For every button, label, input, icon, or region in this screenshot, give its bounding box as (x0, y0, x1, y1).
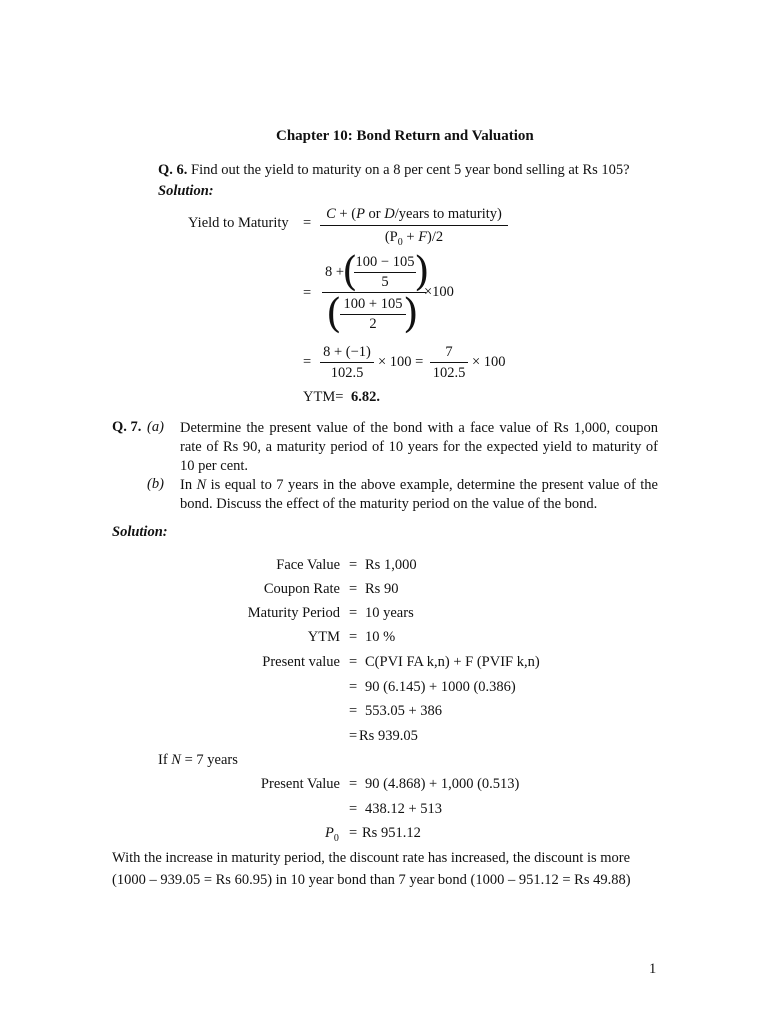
fraction-bar (320, 362, 374, 363)
ytm-result-label: YTM= (303, 389, 344, 405)
page-number: 1 (649, 961, 657, 977)
step3-numerator-2: 7 (445, 344, 453, 360)
row-label-coupon-rate: Coupon Rate (263, 581, 340, 597)
page-title: Chapter 10: Bond Return and Valuation (276, 128, 534, 144)
q7-part-b-label: (b) (147, 476, 164, 492)
row-eq: = (349, 801, 358, 817)
q7-label: Q. 7. (112, 419, 142, 435)
step3-denominator-1: 102.5 (330, 365, 364, 381)
step3-fraction-2 (430, 344, 468, 382)
fraction-bar (354, 272, 416, 273)
right-paren: ) (414, 249, 430, 295)
step2-eq: = (303, 285, 312, 301)
ytm-formula-denominator: $(P_0 + F)/2$ (384, 229, 444, 248)
step3-end: × 100 (472, 354, 506, 370)
step2-inner-fraction (354, 254, 416, 291)
fraction-bar (430, 362, 468, 363)
fraction-bar (340, 314, 406, 315)
q6-text: Find out the yield to maturity on a 8 per cent 5 year bond selling at Rs 105? (191, 162, 630, 178)
row-label-present-value: Present value (262, 654, 340, 670)
row-value-coupon-rate: Rs 90 (365, 581, 399, 597)
step3-numerator-1: 8 + (−1) (323, 344, 371, 360)
step2-denominator-fraction (340, 296, 406, 333)
ytm-result-value: 6.82. (351, 389, 381, 405)
q7-part-a-label: (a) (147, 419, 164, 435)
fraction-bar (320, 225, 508, 226)
ytm-eq: = (303, 215, 312, 231)
row-eq: = (349, 654, 358, 670)
row-value-step: 90 (6.145) + 1000 (0.386) (365, 679, 516, 695)
row-value-present-value: C(PVI FA k,n) + F (PVIF k,n) (365, 654, 540, 670)
row-eq: = (349, 703, 358, 719)
p0-value: Rs 951.12 (362, 825, 421, 841)
p0-label: $P_0$ (325, 825, 339, 844)
step2-times100: ×100 (424, 284, 454, 300)
row-eq: = (349, 679, 358, 695)
ytm-formula-fraction (320, 206, 508, 248)
step2-inner-numerator: 100 − 105 (355, 254, 415, 270)
row-eq: = (349, 557, 358, 573)
q6-solution-label: Solution: (158, 183, 214, 199)
row-value-face-value: Rs 1,000 (365, 557, 417, 573)
ytm-formula-numerator: C + (P or D/years to maturity) (326, 206, 502, 222)
row-label-ytm: YTM (307, 629, 340, 645)
right-paren: ) (403, 291, 419, 337)
step2-inner-denominator: 5 (381, 274, 389, 290)
row-value-step: 438.12 + 513 (365, 801, 443, 817)
left-paren: ( (342, 249, 358, 295)
step2-denominator-denominator: 2 (369, 316, 377, 332)
q7-part-a-text: Determine the present value of the bond with a face value of Rs 1,000, coupon rate of Rs 90, a maturity period of 10 years for the expected yield to maturity of 10 per cent. (180, 420, 658, 474)
row-eq: = (349, 776, 358, 792)
step3-denominator-2: 102.5 (432, 365, 466, 381)
left-paren: ( (326, 291, 342, 337)
ytm-lhs: Yield to Maturity (188, 215, 289, 231)
ytm-result (303, 389, 380, 406)
row-eq: = (349, 581, 358, 597)
conclusion-line-2: (1000 – 939.05 = Rs 60.95) in 10 year bond than 7 year bond (1000 – 951.12 = Rs 49.88) (112, 872, 631, 888)
step3-mid: × 100 = (378, 354, 424, 370)
step3-fraction-1 (320, 344, 374, 382)
row-label-present-value-2: Present Value (260, 776, 340, 792)
row-value-step: 553.05 + 386 (365, 703, 443, 719)
step3-eq: = (303, 354, 312, 370)
q6-question (158, 162, 630, 179)
row-label-face-value: Face Value (276, 557, 340, 573)
q6-label: Q. 6. (158, 162, 188, 178)
row-eq: = (349, 728, 358, 744)
step2-denominator-numerator: 100 + 105 (343, 296, 403, 312)
step2-eight-plus: 8 + (325, 264, 345, 280)
row-label-maturity-period: Maturity Period (247, 605, 340, 621)
row-eq: = (349, 605, 358, 621)
row-value-result: Rs 939.05 (359, 728, 418, 744)
row-value-present-value-2: 90 (4.868) + 1,000 (0.513) (365, 776, 520, 792)
conclusion-line-1: With the increase in maturity period, the discount rate has increased, the discount is more (112, 850, 631, 866)
row-value-ytm: 10 % (365, 629, 396, 645)
row-eq: = (349, 629, 358, 645)
q7-solution-label: Solution: (112, 524, 168, 540)
q7-part-b-text: In N is equal to 7 years in the above example, determine the present value of the bond. Discuss the effect of the maturity period on the value of the bond. (180, 477, 658, 512)
row-value-maturity-period: 10 years (365, 605, 414, 621)
if-n-line: If N = 7 years (158, 752, 238, 768)
row-eq: = (349, 825, 358, 841)
